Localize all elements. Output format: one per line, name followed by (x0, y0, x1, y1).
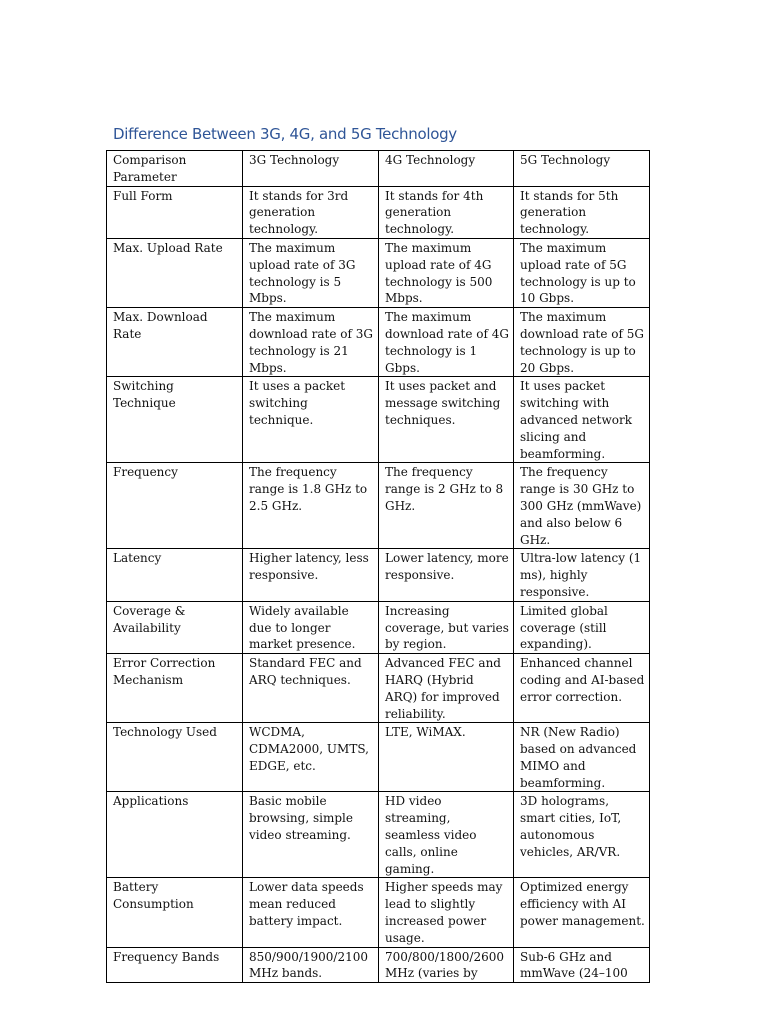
table-cell: Basic mobile browsing, simple video streaming. (243, 792, 379, 878)
table-cell: It stands for 5th generation technology. (514, 186, 650, 238)
header-cell: 3G Technology (243, 151, 379, 187)
row-label-cell: Applications (107, 792, 243, 878)
header-cell: Comparison Parameter (107, 151, 243, 187)
table-cell: Enhanced channel coding and AI-based error correction. (514, 654, 650, 723)
table-cell: The maximum upload rate of 5G technology is up to 10 Gbps. (514, 238, 650, 307)
table-row (107, 377, 650, 463)
comparison-table (106, 150, 650, 983)
row-label-cell: Latency (107, 549, 243, 601)
table-cell: NR (New Radio) based on advanced MIMO and beamforming. (514, 723, 650, 792)
table-row (107, 186, 650, 238)
table-row (107, 549, 650, 601)
table-cell: It uses packet switching with advanced network slicing and beamforming. (514, 377, 650, 463)
table-cell: Lower data speeds mean reduced battery impact. (243, 878, 379, 947)
table-row (107, 463, 650, 549)
table-cell: The maximum download rate of 3G technology is 21 Mbps. (243, 308, 379, 377)
table-cell: It stands for 3rd generation technology. (243, 186, 379, 238)
row-label-cell: Frequency Bands (107, 947, 243, 983)
table-cell: The maximum download rate of 5G technology is up to 20 Gbps. (514, 308, 650, 377)
table-cell: It uses packet and message switching techniques. (379, 377, 514, 463)
table-cell: Limited global coverage (still expanding). (514, 601, 650, 653)
table-cell: The frequency range is 2 GHz to 8 GHz. (379, 463, 514, 549)
table-row (107, 878, 650, 947)
table-cell: The maximum upload rate of 3G technology is 5 Mbps. (243, 238, 379, 307)
row-label-cell: Full Form (107, 186, 243, 238)
row-label-cell: Error Correction Mechanism (107, 654, 243, 723)
row-label-cell: Battery Consumption (107, 878, 243, 947)
table-header-row (107, 151, 650, 187)
table-row (107, 238, 650, 307)
table-cell: It stands for 4th generation technology. (379, 186, 514, 238)
table-row (107, 792, 650, 878)
table-row (107, 947, 650, 983)
table-row (107, 654, 650, 723)
row-label-cell: Switching Technique (107, 377, 243, 463)
table-cell: Advanced FEC and HARQ (Hybrid ARQ) for improved reliability. (379, 654, 514, 723)
table-cell: Lower latency, more responsive. (379, 549, 514, 601)
table-cell: Standard FEC and ARQ techniques. (243, 654, 379, 723)
row-label-cell: Max. Upload Rate (107, 238, 243, 307)
table-cell: The maximum upload rate of 4G technology is 500 Mbps. (379, 238, 514, 307)
table-cell: 3D holograms, smart cities, IoT, autonomous vehicles, AR/VR. (514, 792, 650, 878)
table-cell: LTE, WiMAX. (379, 723, 514, 792)
header-cell: 5G Technology (514, 151, 650, 187)
row-label-cell: Coverage & Availability (107, 601, 243, 653)
table-cell: Ultra-low latency (1 ms), highly responsive. (514, 549, 650, 601)
table-cell: WCDMA, CDMA2000, UMTS, EDGE, etc. (243, 723, 379, 792)
table-cell: Sub-6 GHz and mmWave (24–100 (514, 947, 650, 983)
table-cell: Higher latency, less responsive. (243, 549, 379, 601)
table-cell: 850/900/1900/2100 MHz bands. (243, 947, 379, 983)
table-row (107, 723, 650, 792)
document-title: Difference Between 3G, 4G, and 5G Technology (113, 125, 457, 143)
row-label-cell: Technology Used (107, 723, 243, 792)
table-cell: HD video streaming, seamless video calls, online gaming. (379, 792, 514, 878)
table-row (107, 601, 650, 653)
table-cell: The frequency range is 1.8 GHz to 2.5 GHz. (243, 463, 379, 549)
table-cell: Higher speeds may lead to slightly increased power usage. (379, 878, 514, 947)
table-cell: Increasing coverage, but varies by region. (379, 601, 514, 653)
table-cell: It uses a packet switching technique. (243, 377, 379, 463)
table-row (107, 308, 650, 377)
header-cell: 4G Technology (379, 151, 514, 187)
row-label-cell: Frequency (107, 463, 243, 549)
table-cell: 700/800/1800/2600 MHz (varies by (379, 947, 514, 983)
table-cell: Widely available due to longer market presence. (243, 601, 379, 653)
table-cell: Optimized energy efficiency with AI power management. (514, 878, 650, 947)
table-cell: The maximum download rate of 4G technology is 1 Gbps. (379, 308, 514, 377)
row-label-cell: Max. Download Rate (107, 308, 243, 377)
table-cell: The frequency range is 30 GHz to 300 GHz (mmWave) and also below 6 GHz. (514, 463, 650, 549)
